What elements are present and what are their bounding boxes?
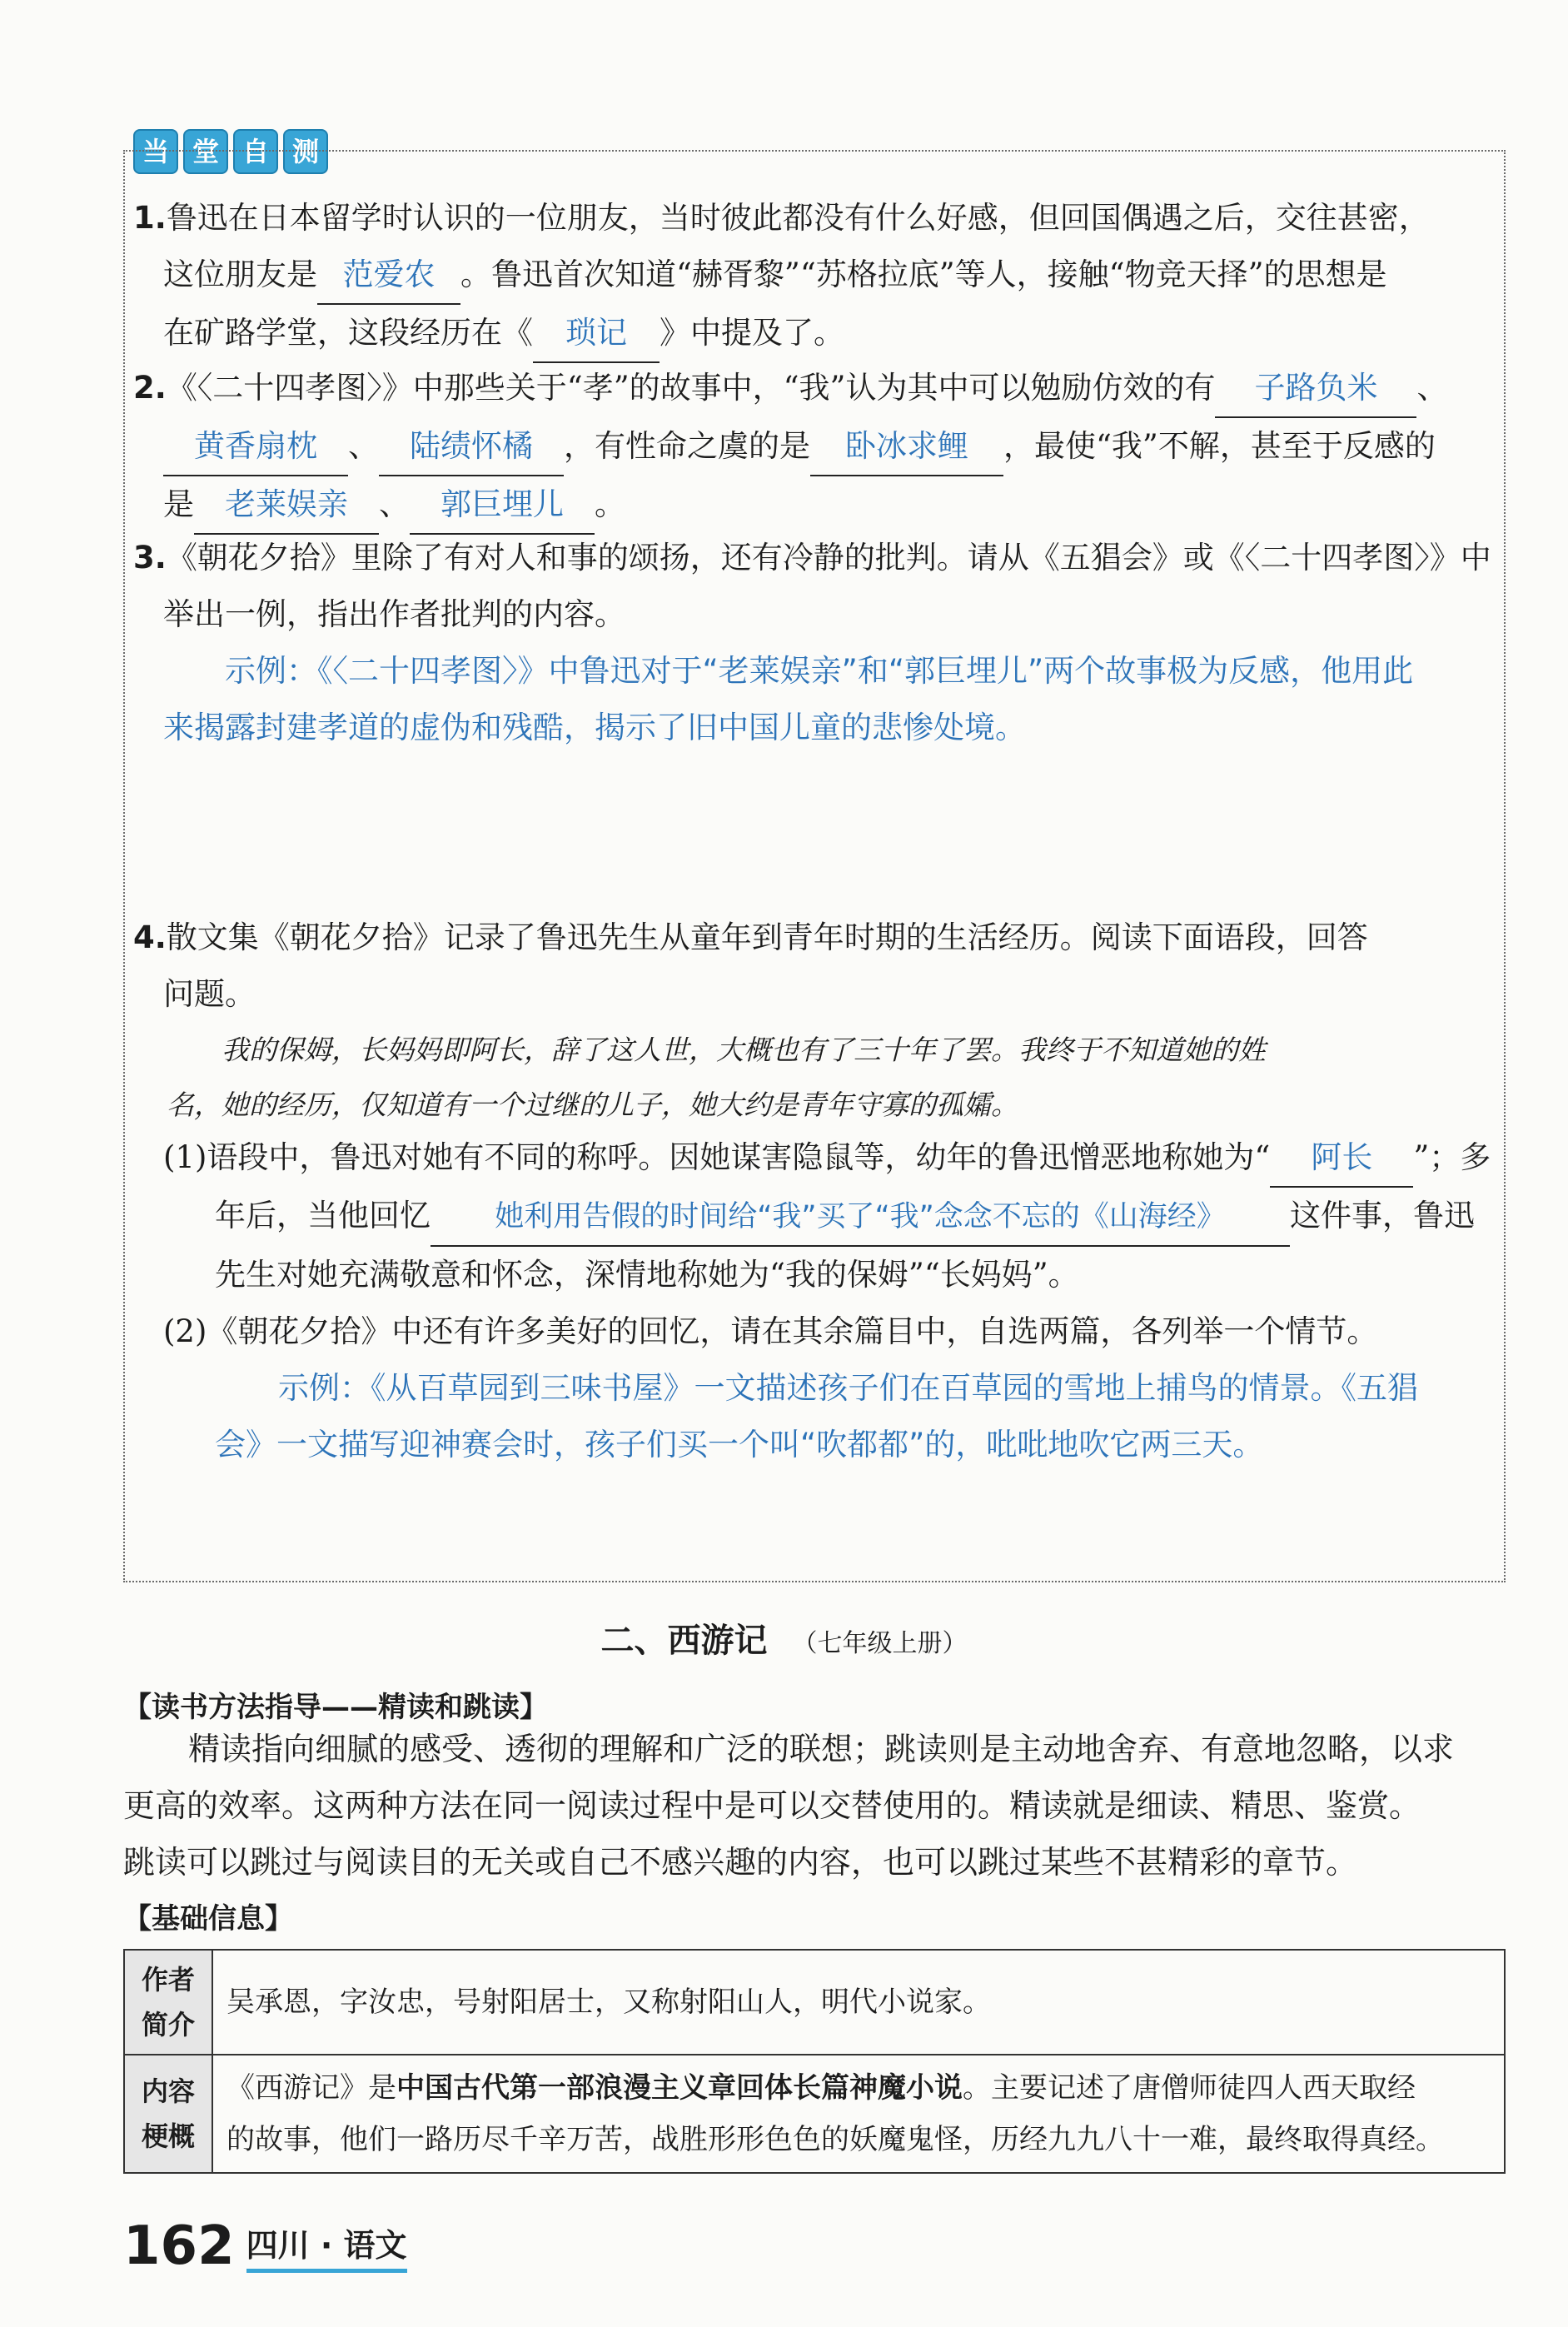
book-name: 四川 · 语文 (246, 2220, 407, 2273)
separator: 、 (348, 428, 379, 464)
q1-line1: 鲁迅在日本留学时认识的一位朋友，当时彼此都没有什么好感，但回国偶遇之后，交往甚密， (166, 200, 1430, 236)
q1-line2b: 。鲁迅首次知道“赫胥黎”“苏格拉底”等人，接触“物竞天择”的思想是 (460, 257, 1387, 292)
answer-blank[interactable]: 她利用告假的时间给“我”买了“我”念念不忘的《山海经》 (431, 1188, 1290, 1247)
tag-char: 自 (233, 129, 278, 174)
info-heading: 【基础信息】 (123, 1902, 293, 1936)
passage-line2: 名，她的经历，仅知道有一个过继的儿子，她大约是青年守寡的孤孀。 (167, 1089, 1018, 1121)
reading-passage (167, 1023, 1499, 1133)
row-value (212, 2055, 1505, 2173)
info-table (123, 1949, 1506, 2174)
value-part: 《西游记》是 (226, 2071, 396, 2105)
label-part: 作者 (141, 1964, 195, 1996)
answer-blank[interactable]: 黄香扇枕 (163, 418, 348, 476)
method-line3: 跳读可以跳过与阅读目的无关或自己不感兴趣的内容，也可以跳过某些不甚精彩的章节。 (123, 1844, 1358, 1881)
q4-line2: 问题。 (163, 976, 256, 1012)
q3-answer-line1: 示例：《〈二十四孝图〉》中鲁迅对于“老莱娱亲”和“郭巨埋儿”两个故事极为反感，他用此 (225, 653, 1414, 689)
method-line1: 精读指向细腻的感受、透彻的理解和广泛的联想；跳读则是主动地舍弃、有意地忽略，以求 (188, 1731, 1455, 1767)
table-row (124, 2055, 1505, 2173)
q3-line2: 举出一例，指出作者批判的内容。 (163, 596, 625, 632)
method-paragraph (123, 1721, 1506, 1891)
separator: 、 (1416, 370, 1448, 406)
q1-line3a: 在矿路学堂，这段经历在《 (163, 315, 533, 351)
page-footer (123, 2215, 407, 2277)
value-part: 的故事，他们一路历尽千辛万苦，战胜形形色色的妖魔鬼怪，历经九九八十一难，最终取得真经。 (226, 2123, 1444, 2156)
tag-char: 当 (133, 129, 178, 174)
answer-blank[interactable]: 卧冰求鲤 (810, 418, 1003, 476)
section-grade: （七年级上册） (792, 1629, 968, 1658)
q2-line2b: ，最使“我”不解，甚至于反感的 (1003, 428, 1436, 464)
question-4 (133, 909, 1499, 1023)
q4-line1: 散文集《朝花夕拾》记录了鲁迅先生从童年到青年时期的生活经历。阅读下面语段，回答 (166, 919, 1368, 955)
section-heading: 二、西游记 (600, 1622, 768, 1660)
row-label (124, 2055, 212, 2173)
separator: 、 (379, 486, 410, 522)
table-row (124, 1950, 1505, 2055)
q2-line3a: 是 (163, 486, 194, 522)
q3-answer-line2: 来揭露封建孝道的虚伪和残酷，揭示了旧中国儿童的悲惨处境。 (163, 710, 1026, 745)
q3-line1: 《朝花夕拾》里除了有对人和事的颂扬，还有冷静的批判。请从《五猖会》或《〈二十四孝图〉》中 (166, 540, 1491, 576)
period: 。 (595, 486, 625, 522)
answer-blank[interactable]: 子路负米 (1215, 360, 1416, 418)
question-3 (133, 530, 1499, 756)
sub1-text-c: 年后，当他回忆 (215, 1198, 431, 1233)
answer-blank[interactable]: 老莱娱亲 (194, 476, 379, 535)
label-part: 内容 (141, 2075, 195, 2107)
sub1-text-a: (1)语段中，鲁迅对她有不同的称呼。因她谋害隐鼠等，幼年的鲁迅憎恶地称她为“ (163, 1139, 1271, 1175)
sub1-text-e: 先生对她充满敬意和怀念，深情地称她为“我的保姆”“长妈妈”。 (215, 1257, 1079, 1293)
answer-blank[interactable]: 范爱农 (317, 247, 460, 305)
sub2-answer-line2: 会》一文描写迎神赛会时，孩子们买一个叫“吹都都”的，吡吡地吹它两三天。 (215, 1427, 1264, 1462)
question-number: 1. (133, 200, 167, 236)
method-heading: 【读书方法指导——精读和跳读】 (123, 1691, 548, 1724)
sub2-text: (2)《朝花夕拾》中还有许多美好的回忆，请在其余篇目中，自选两篇，各列举一个情节。 (163, 1313, 1378, 1349)
value-part: 。主要记述了唐僧师徒四人西天取经 (963, 2071, 1416, 2105)
value-bold: 中国古代第一部浪漫主义章回体长篇神魔小说 (396, 2071, 963, 2105)
label-part: 梗概 (141, 2120, 195, 2152)
answer-blank[interactable]: 阿长 (1270, 1129, 1413, 1188)
answer-blank[interactable]: 郭巨埋儿 (410, 476, 595, 535)
row-label (124, 1950, 212, 2055)
tag-char: 测 (283, 129, 328, 174)
page-number: 162 (123, 2215, 235, 2277)
tag-char: 堂 (183, 129, 228, 174)
sub1-text-b: ”；多 (1413, 1139, 1491, 1175)
answer-blank[interactable]: 琐记 (533, 305, 660, 363)
method-line2: 更高的效率。这两种方法在同一阅读过程中是可以交替使用的。精读就是细读、精思、鉴赏。 (123, 1787, 1421, 1824)
question-4-sub (163, 1129, 1504, 1473)
sub1-text-d: 这件事，鲁迅 (1290, 1198, 1475, 1233)
row-value: 吴承恩，字汝忠，号射阳居士，又称射阳山人，明代小说家。 (212, 1950, 1505, 2055)
q2-mid: ，有性命之虞的是 (564, 428, 810, 464)
label-part: 简介 (141, 2009, 195, 2040)
q1-line2a: 这位朋友是 (163, 257, 317, 292)
question-2 (133, 360, 1499, 535)
question-number: 3. (133, 540, 167, 576)
q2-line1: 《〈二十四孝图〉》中那些关于“孝”的故事中，“我”认为其中可以勉励仿效的有 (166, 370, 1216, 406)
sub2-answer-line1: 示例：《从百草园到三味书屋》一文描述孩子们在百草园的雪地上捕鸟的情景。《五猖 (278, 1370, 1418, 1406)
answer-blank[interactable]: 陆绩怀橘 (379, 418, 564, 476)
q1-line3b: 》中提及了。 (660, 315, 844, 351)
question-number: 4. (133, 919, 167, 955)
question-number: 2. (133, 370, 167, 406)
passage-line1: 我的保姆，长妈妈即阿长，辞了这人世，大概也有了三十年了罢。我终于不知道她的姓 (222, 1034, 1266, 1066)
question-1 (133, 190, 1499, 363)
section-title (0, 1614, 1568, 1662)
